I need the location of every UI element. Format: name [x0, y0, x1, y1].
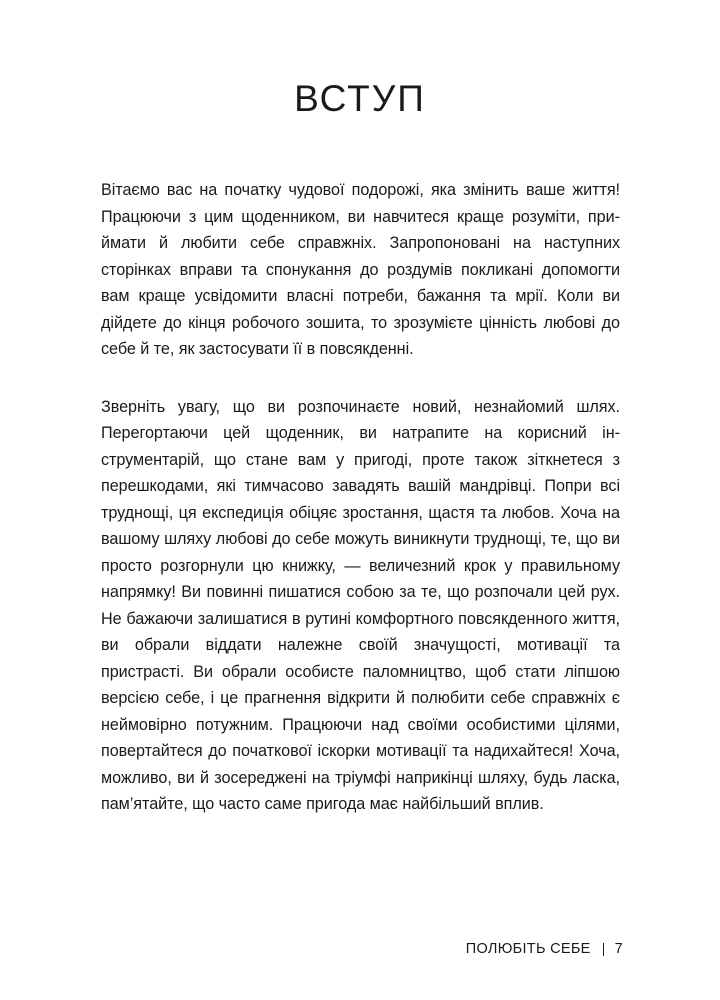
page-number: 7	[614, 941, 623, 957]
footer-divider	[603, 943, 604, 956]
body-text	[101, 177, 620, 849]
paragraph-intro: Вітаємо вас на початку чудової подорожі, яка змінить ваше життя! Працюючи з цим щоденником, ви навчитеся краще розуміти, приймати й любити себе справжніх. Запропоновані на наступних сторінках вправи та спонукання до роздумів покликані допомогти вам краще усвідомити власні потреби, бажання та мрії. Коли ви дійдете до кінця робочого зошита, то зрозумієте цінність любові до себе й те, як застосувати її в повсякденні.	[101, 181, 620, 358]
page-footer	[466, 941, 623, 957]
paragraph-journey: Зверніть увагу, що ви розпочинаєте новий, незнайомий шлях. Перегортаючи цей щоденник, ви натрапите на корисний інструментарій, що стане вам у пригоді, проте також зіткнетеся з перешкодами, які тимчасово завадять вашій мандрівці. Попри всі труднощі, ця експедиція обіцяє зростання, щастя та любов. Хоча на вашому шляху любові до себе можуть виникнути труднощі, те, що ви просто розгорнули цю книжку, — величезний крок у правильному напрямку! Ви повинні пишатися собою за те, що розпочали цей рух. Не бажаючи залишатися в рутині комфортного повсякденного життя, ви обрали віддати належне своїй значущості, мотивації та пристрасті. Ви обрали особисте паломництво, щоб стати ліпшою версією себе, і це прагнення відкрити й полюбити себе справжніх є неймовірно потужним. Працюючи над своїми особистими цілями, повертайтеся до початкової іскорки мотивації та надихайтеся! Хоча, можливо, ви й зосереджені на тріумфі наприкінці шляху, будь ласка, пам’ятайте, що часто саме пригода має найбільший вплив.	[101, 397, 620, 813]
page-title: ВСТУП	[294, 78, 426, 119]
running-head-book-title: ПОЛЮБІТЬ СЕБЕ	[465, 941, 591, 957]
